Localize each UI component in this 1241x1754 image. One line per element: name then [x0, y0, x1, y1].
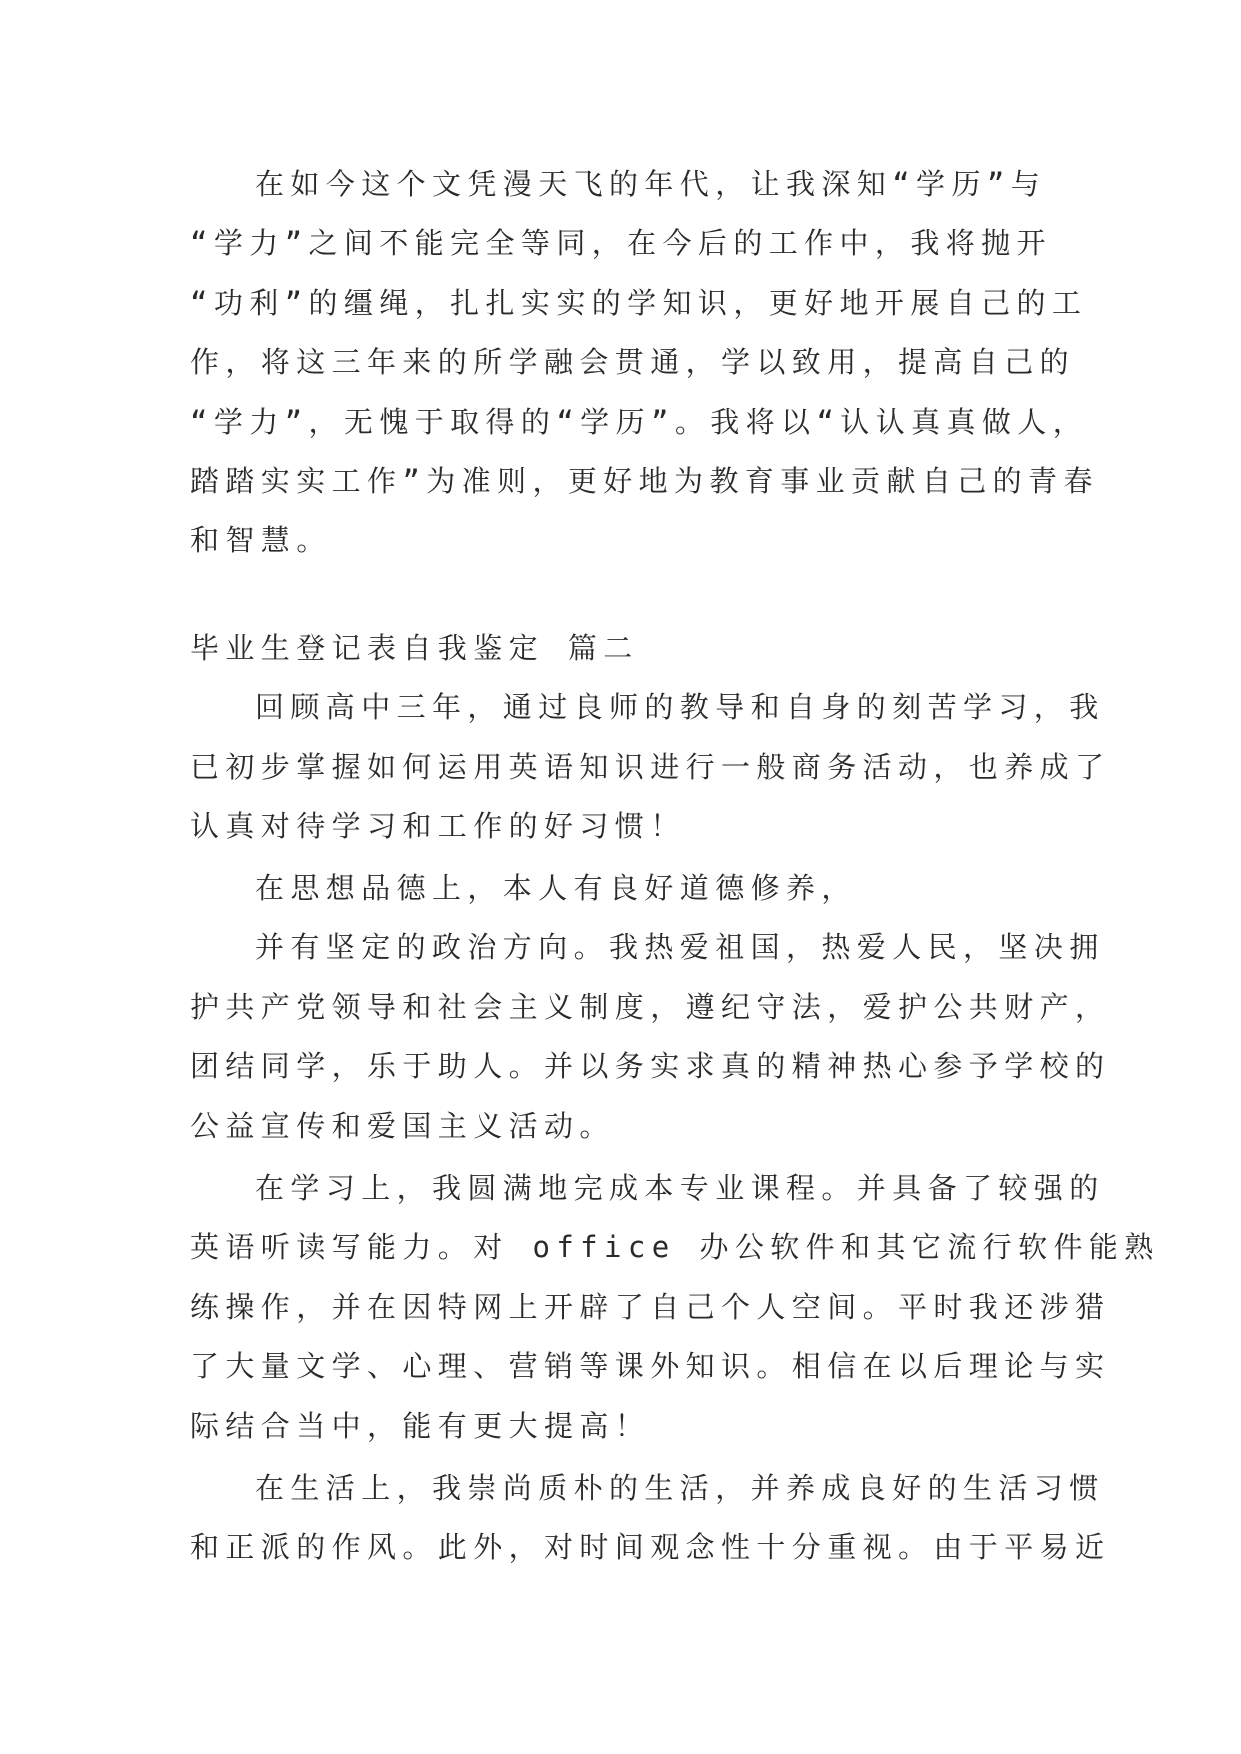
text-line: 和智慧。 — [190, 523, 332, 557]
text-line: 并有坚定的政治方向。我热爱祖国，热爱人民，坚决拥 — [255, 930, 1105, 964]
text-line: “学力”之间不能完全等同，在今后的工作中，我将抛开 — [190, 226, 1052, 260]
text-line: 在学习上，我圆满地完成本专业课程。并具备了较强的 — [255, 1171, 1105, 1205]
text-line: 公益宣传和爱国主义活动。 — [190, 1109, 615, 1143]
text-line: 已初步掌握如何运用英语知识进行一般商务活动，也养成了 — [190, 750, 1111, 784]
text-line: 练操作，并在因特网上开辟了自己个人空间。平时我还涉猎 — [190, 1290, 1111, 1324]
text-line: 回顾高中三年，通过良师的教导和自身的刻苦学习，我 — [255, 690, 1105, 724]
text-line: 护共产党领导和社会主义制度，遵纪守法，爱护公共财产， — [190, 990, 1111, 1024]
text-line: 际结合当中，能有更大提高！ — [190, 1409, 651, 1443]
text-line: 了大量文学、心理、营销等课外知识。相信在以后理论与实 — [190, 1349, 1111, 1383]
section-heading: 毕业生登记表自我鉴定 篇二 — [190, 631, 639, 665]
text-line: 和正派的作风。此外，对时间观念性十分重视。由于平易近 — [190, 1530, 1111, 1564]
text-line: 在如今这个文凭漫天飞的年代，让我深知“学历”与 — [255, 167, 1047, 201]
text-line: 在生活上，我崇尚质朴的生活，并养成良好的生活习惯 — [255, 1471, 1105, 1505]
text-line: “功利”的缰绳，扎扎实实的学知识，更好地开展自己的工 — [190, 286, 1088, 320]
text-line: 作，将这三年来的所学融会贯通，学以致用，提高自己的 — [190, 345, 1076, 379]
text-line: 团结同学，乐于助人。并以务实求真的精神热心参予学校的 — [190, 1049, 1111, 1083]
text-line: 认真对待学习和工作的好习惯！ — [190, 809, 686, 843]
text-line: 英语听读写能力。对 office 办公软件和其它流行软件能熟 — [190, 1230, 1160, 1264]
text-line: 踏踏实实工作”为准则，更好地为教育事业贡献自己的青春 — [190, 464, 1099, 498]
text-line: 在思想品德上，本人有良好道德修养， — [255, 871, 857, 905]
text-line: “学力”，无愧于取得的“学历”。我将以“认认真真做人， — [190, 405, 1089, 439]
